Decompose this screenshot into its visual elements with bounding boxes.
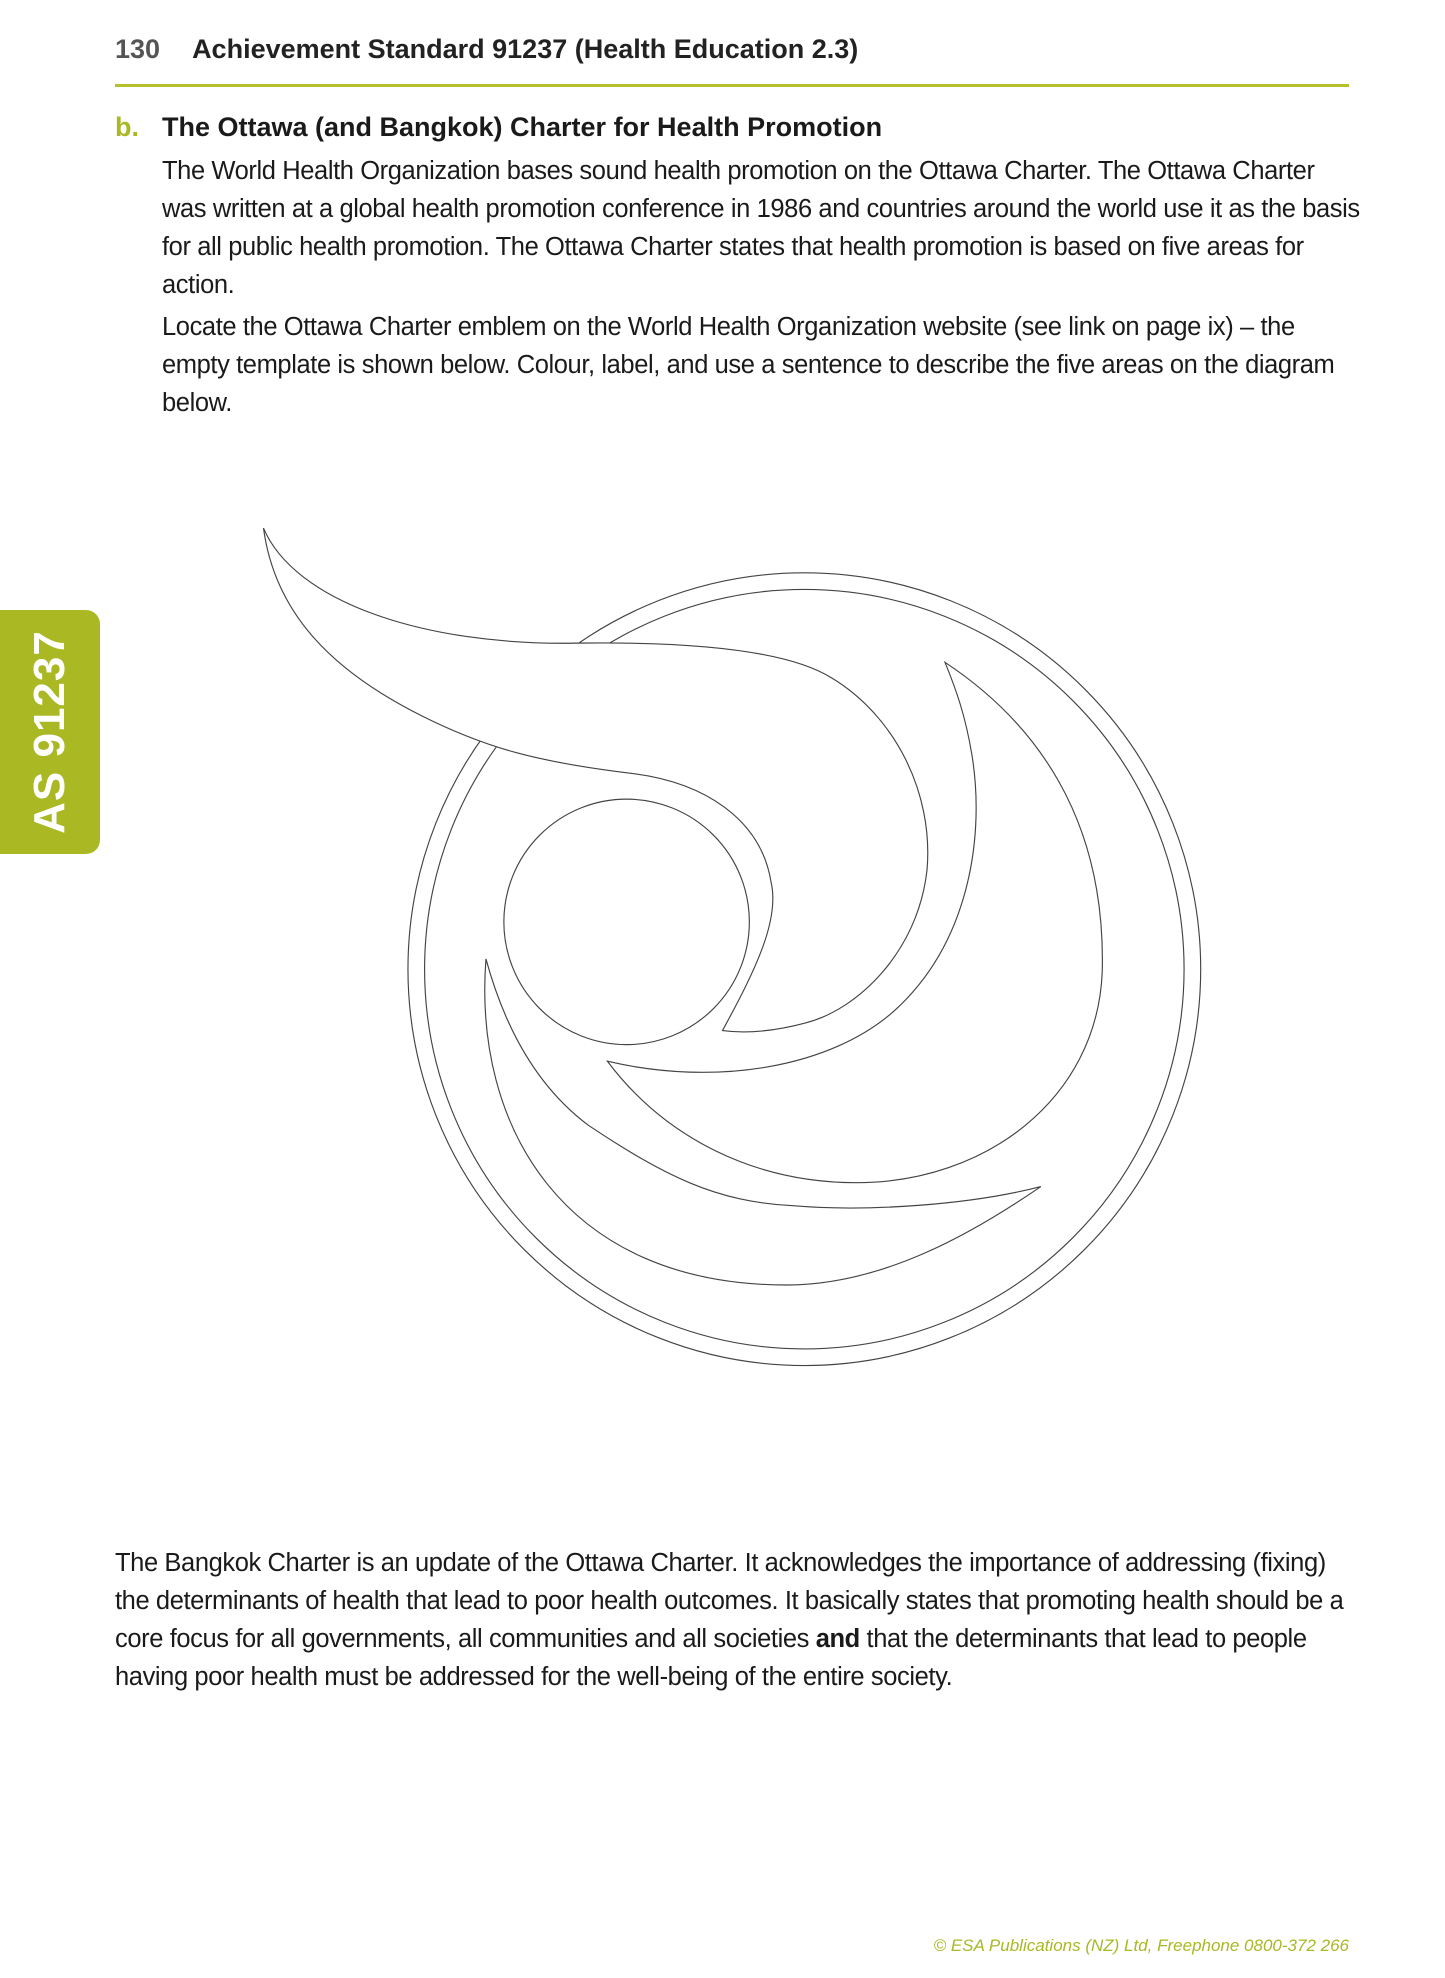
section-title: The Ottawa (and Bangkok) Charter for Health Promotion <box>162 112 883 142</box>
bangkok-text-2: that the determinants that lead to people having poor health must be addressed for the well-being of the entire society. <box>115 1625 1307 1691</box>
footer-copyright: © ESA Publications (NZ) Ltd, Freephone 0800-372 266 <box>933 1936 1349 1955</box>
side-tab-label: AS 91237 <box>25 630 74 834</box>
instruction-paragraph: Locate the Ottawa Charter emblem on the World Health Organization website (see link on page ix) – the empty template is shown below. Colour, label, and use a sentence to describe the five areas on the diagram below. <box>162 313 1335 417</box>
bangkok-bold: and <box>815 1625 860 1653</box>
header-title: Achievement Standard 91237 (Health Education 2.3) <box>192 34 859 64</box>
page-number: 130 <box>115 34 161 64</box>
emblem-center-circle <box>504 799 749 1044</box>
intro-paragraph: The World Health Organization bases sound health promotion on the Ottawa Charter. The Ottawa Charter was written at a global health promotion conference in 1986 and countries around the world use it as the basis for all public health promotion. The Ottawa Charter states that health promotion is based on five areas for action. <box>162 157 1360 299</box>
section-letter: b. <box>115 112 139 142</box>
bangkok-text-1: The Bangkok Charter is an update of the Ottawa Charter. It acknowledges the importance of addressing (fixing) the determinants of health that lead to poor health outcomes. It basically states that promoting health should be a core focus for all governments, all communities and all societies <box>115 1549 1344 1653</box>
bangkok-paragraph <box>115 1544 1355 1696</box>
